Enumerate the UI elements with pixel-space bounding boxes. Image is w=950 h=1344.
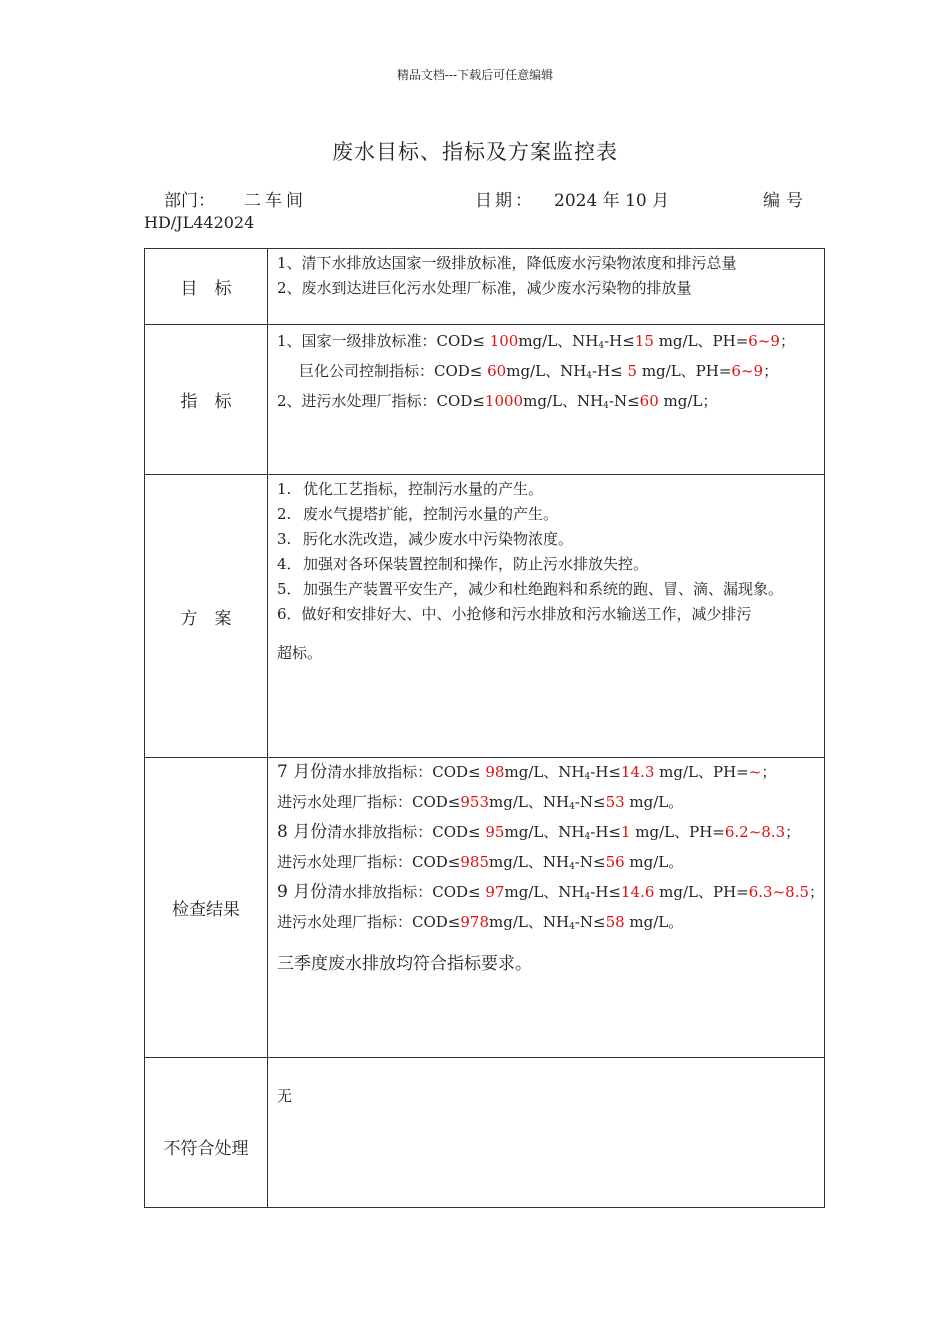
row-check bbox=[145, 758, 825, 1058]
check-plant-line: 进污水处理厂指标：COD≤953mg/L、$NH_4-N\le 53$ mg/L。 bbox=[277, 793, 684, 812]
plan-item: 4． 加强对各环保装置控制和操作，防止污水排放失控。 bbox=[277, 555, 649, 573]
page-title: 废水目标、指标及方案监控表 bbox=[332, 140, 618, 164]
row-nonconform bbox=[145, 1058, 825, 1208]
plan-item-6-cont: 超标。 bbox=[277, 644, 323, 662]
target-label: 目 标 bbox=[145, 249, 268, 325]
check-plant-line: 进污水处理厂指标：COD≤978mg/L、$NH_4-N\le 58$ mg/L。 bbox=[277, 913, 684, 932]
plan-item: 3. 肟化水洗改造，减少废水中污染物浓度。 bbox=[277, 530, 574, 548]
index-line-1: 1、国家一级排放标准：COD≤ 100mg/L、$NH_4-H\le 15$ mg/L、PH=6~9； bbox=[277, 332, 795, 351]
check-content bbox=[268, 758, 825, 1058]
check-month-line: 8 月份清水排放指标：COD≤ 95mg/L、$NH_4-H\le 1$ mg/L、PH=6.2~8.3； bbox=[277, 822, 801, 842]
nonconform-value: 无 bbox=[268, 1058, 825, 1208]
index-label: 指 标 bbox=[145, 325, 268, 475]
monitor-table bbox=[144, 248, 825, 1208]
row-plan bbox=[145, 475, 825, 758]
plan-label: 方 案 bbox=[145, 475, 268, 758]
plan-item-6: 6．做好和安排好大、中、小抢修和污水排放和污水输送工作，减少排污 bbox=[277, 605, 752, 623]
nonconform-label: 不符合处理 bbox=[145, 1058, 268, 1208]
row-index bbox=[145, 325, 825, 475]
doc-no-value: HD/JL442024 bbox=[144, 213, 255, 232]
check-month-line: 7 月份清水排放指标：COD≤ 98mg/L、$NH_4-H\le 14.3$ mg/L、PH=~； bbox=[277, 762, 777, 782]
target-content bbox=[268, 249, 825, 325]
header-note: 精品文档---下载后可任意编辑 bbox=[396, 68, 554, 82]
plan-item: 5． 加强生产装置平安生产，减少和杜绝跑料和系统的跑、冒、滴、漏现象。 bbox=[277, 580, 784, 598]
check-plant-line: 进污水处理厂指标：COD≤985mg/L、$NH_4-N\le 56$ mg/L。 bbox=[277, 853, 684, 872]
index-line-3: 2、进污水处理厂指标：COD≤1000mg/L、$NH_4-N\le 60$ mg/L； bbox=[277, 392, 718, 411]
target-line-1: 1、清下水排放达国家一级排放标准，降低废水污染物浓度和排污总量 bbox=[277, 254, 737, 272]
check-label: 检查结果 bbox=[145, 758, 268, 1058]
dept-label: 部门： bbox=[164, 191, 215, 211]
index-content bbox=[268, 325, 825, 475]
dept-value: 二车间 bbox=[244, 191, 307, 211]
row-target bbox=[145, 249, 825, 325]
index-line-2: 巨化公司控制指标：COD≤ 60mg/L、$NH_4-H\le 5$ mg/L、PH=6~9； bbox=[299, 362, 779, 381]
date-value: 2024 年 10 月 bbox=[554, 191, 670, 211]
plan-item: 2. 废水气提塔扩能，控制污水量的产生。 bbox=[277, 505, 559, 523]
doc-no-label: 编号 bbox=[763, 191, 809, 211]
check-month-line: 9 月份清水排放指标：COD≤ 97mg/L、$NH_4-H\le 14.6$ mg/L、PH=6.3~8.5； bbox=[277, 882, 825, 902]
plan-item: 1. 优化工艺指标，控制污水量的产生。 bbox=[277, 480, 544, 498]
plan-content bbox=[268, 475, 825, 758]
check-summary: 三季度废水排放均符合指标要求。 bbox=[277, 954, 532, 974]
date-label: 日期： bbox=[475, 191, 535, 211]
target-line-2: 2、废水到达进巨化污水处理厂标准，减少废水污染物的排放量 bbox=[277, 279, 692, 297]
